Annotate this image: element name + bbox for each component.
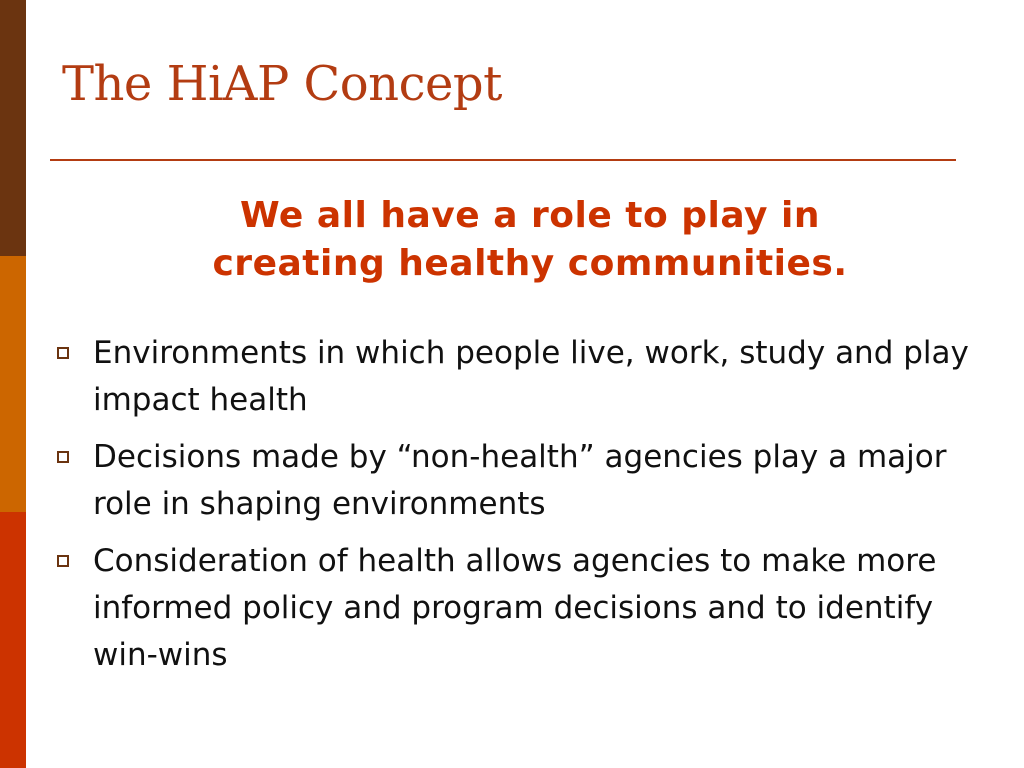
slide-title: The HiAP Concept — [62, 56, 502, 112]
side-bar-top — [0, 0, 26, 256]
bullet-item — [55, 538, 995, 679]
square-bullet-icon — [57, 451, 69, 463]
bullet-text: Consideration of health allows agencies to make more informed policy and program decisions and to identify win-wins — [93, 543, 937, 673]
side-bar-bottom — [0, 512, 26, 768]
side-bar-middle — [0, 256, 26, 512]
bullet-text: Decisions made by “non-health” agencies play a major role in shaping environments — [93, 439, 947, 522]
bullet-list — [55, 330, 995, 689]
slide-subtitle — [110, 192, 950, 288]
bullet-text: Environments in which people live, work, study and play impact health — [93, 335, 969, 418]
square-bullet-icon — [57, 555, 69, 567]
subtitle-line-1: We all have a role to play in — [239, 195, 821, 236]
title-divider — [50, 159, 956, 161]
bullet-item — [55, 330, 995, 424]
bullet-item — [55, 434, 995, 528]
subtitle-line-2: creating healthy communities. — [212, 243, 848, 284]
square-bullet-icon — [57, 347, 69, 359]
